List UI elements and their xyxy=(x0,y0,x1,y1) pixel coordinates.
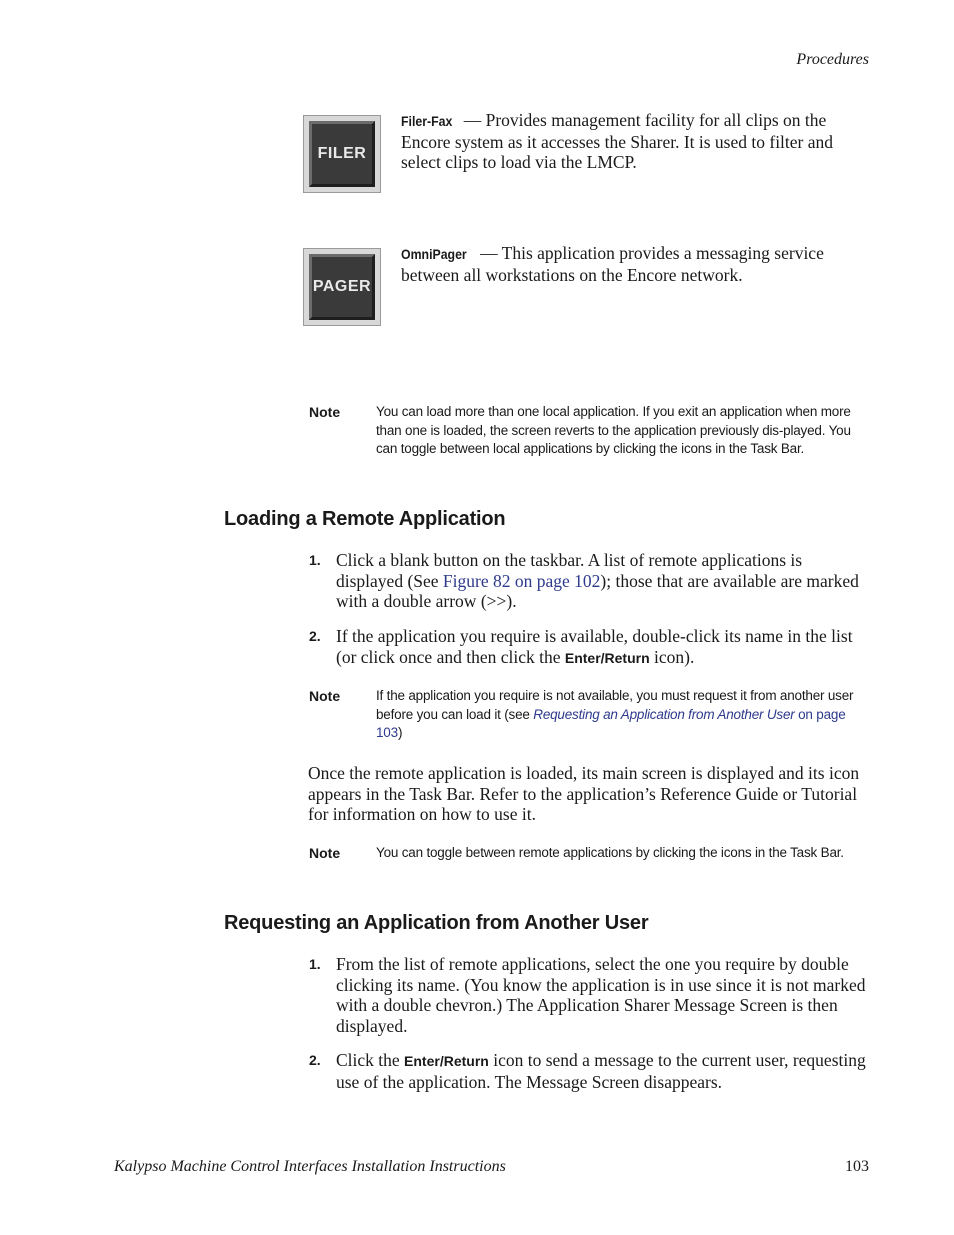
requesting-app-link[interactable]: Requesting an Application from Another User xyxy=(533,706,795,722)
omnipager-description xyxy=(401,243,871,285)
section-heading: Requesting an Application from Another User xyxy=(224,912,649,934)
step-number: 1. xyxy=(309,956,321,972)
step-text xyxy=(336,626,868,668)
step-text xyxy=(336,1050,868,1092)
note-text xyxy=(376,687,856,743)
step-text-part: icon). xyxy=(649,646,695,667)
note-label: Note xyxy=(309,845,341,861)
body-paragraph: Once the remote application is loaded, its main screen is displayed and its icon appears in the Task Bar. Refer to the application’s Reference Guide or Tutorial for information on how to use it. xyxy=(308,763,860,824)
note-text-part: ) xyxy=(397,725,403,741)
page-number: 103 xyxy=(845,1158,869,1175)
section-heading: Loading a Remote Application xyxy=(224,508,506,530)
page-link[interactable]: on page 103 xyxy=(376,706,846,741)
step-text: From the list of remote applications, select the one you require by double clicking its name. (You know the application is in use since it is not marked with a double chevron.) The Application Sharer Message Screen is then displayed. xyxy=(336,954,866,1036)
step-text-part: ); those that are available are marked with a double arrow (>>). xyxy=(336,570,859,611)
filer-fax-text: — Provides management facility for all clips on the Encore system as it accesses the Sharer. It is used to filter and select clips to load via the LMCP. xyxy=(401,110,834,172)
omnipager-text: — This application provides a messaging service between all workstations on the Encore network. xyxy=(401,243,824,285)
pager-icon-label: PAGER xyxy=(309,254,375,320)
figure-link[interactable]: Figure 82 on page 102 xyxy=(442,570,601,591)
enter-return-term: Enter/Return xyxy=(404,1053,489,1069)
note-text-part: If the application you require is not available, you must request it from another user before you can load it (see xyxy=(376,688,854,722)
note-label: Note xyxy=(309,688,341,704)
step-text xyxy=(336,550,868,612)
footer-title: Kalypso Machine Control Interfaces Installation Instructions xyxy=(114,1158,506,1175)
step-text-part: Click the xyxy=(336,1050,405,1070)
omnipager-term: OmniPager xyxy=(401,246,467,262)
step-text-part: If the application you require is available, double-click its name in the list (or click once and then click the xyxy=(336,626,853,667)
step-text-part: Click a blank button on the taskbar. A list of remote applications is displayed (See xyxy=(336,550,803,591)
filer-fax-term: Filer-Fax xyxy=(401,113,453,129)
note-text: You can toggle between remote applications by clicking the icons in the Task Bar. xyxy=(376,845,844,860)
running-header: Procedures xyxy=(796,51,869,68)
filer-icon-label: FILER xyxy=(309,121,375,187)
enter-return-term: Enter/Return xyxy=(564,649,650,666)
pager-icon xyxy=(303,248,381,326)
filer-icon xyxy=(303,115,381,193)
step-text-part: icon to send a message to the current user, requesting use of the application. The Message Screen disappears. xyxy=(336,1050,866,1092)
note-text: You can load more than one local application. If you exit an application when more than one is loaded, the screen reverts to the application previously dis-played. You can toggle between local applications by clicking the icons in the Task Bar. xyxy=(376,404,851,457)
filer-fax-description xyxy=(401,110,871,173)
note-label: Note xyxy=(309,404,341,420)
step-number: 1. xyxy=(309,552,321,568)
step-number: 2. xyxy=(309,628,321,644)
step-number: 2. xyxy=(309,1052,321,1068)
